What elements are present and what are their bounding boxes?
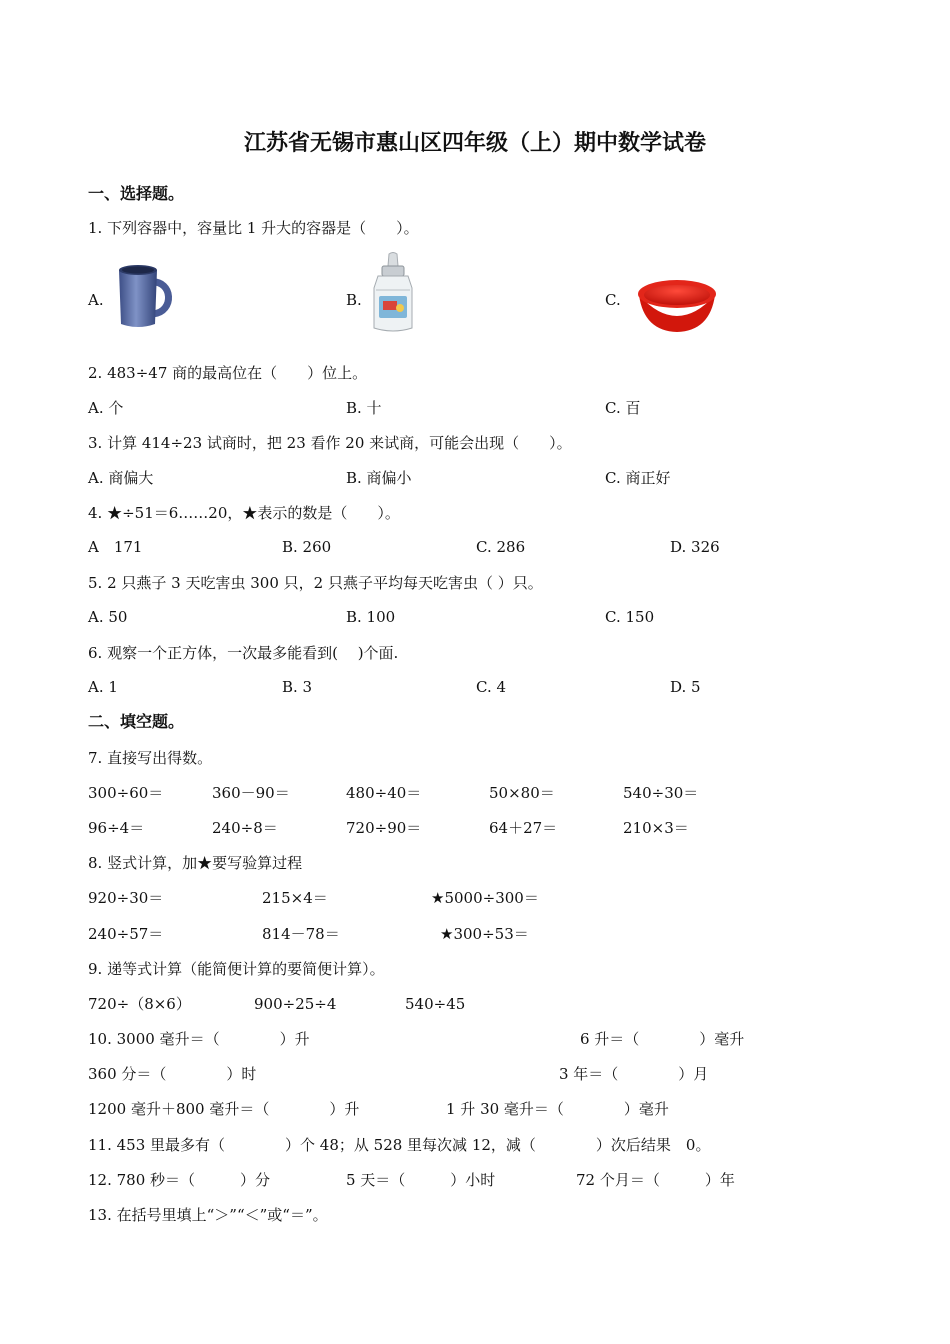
section-heading-choice: 一、选择题。: [88, 184, 185, 203]
q3-option-b: B. 商偏小: [346, 469, 412, 487]
section-heading-fill: 二、填空题。: [88, 712, 185, 731]
q7-item: 50×80＝: [489, 784, 555, 802]
page-title: 江苏省无锡市惠山区四年级（上）期中数学试卷: [243, 130, 706, 156]
q8-item: 215×4＝: [262, 889, 328, 907]
q5-option-c: C. 150: [605, 608, 655, 626]
q4-option-c: C. 286: [476, 538, 526, 556]
question-10-d: 3 年＝（ ）月: [559, 1065, 709, 1083]
q7-item: 96÷4＝: [88, 819, 145, 837]
q9-item: 900÷25÷4: [254, 995, 337, 1013]
q7-item: 240÷8＝: [212, 819, 278, 837]
q7-item: 300÷60＝: [88, 784, 164, 802]
q6-option-d: D. 5: [670, 678, 701, 696]
question-9: 9. 递等式计算（能简便计算的要简便计算）。: [88, 960, 385, 978]
q1-option-b-label: B.: [346, 291, 362, 309]
question-10-b: 6 升＝（ ）毫升: [580, 1030, 745, 1048]
q2-option-a: A. 个: [88, 399, 124, 417]
q7-item: 540÷30＝: [623, 784, 699, 802]
q7-item: 64＋27＝: [489, 819, 558, 837]
q8-item: 920÷30＝: [88, 889, 164, 907]
q8-item: 240÷57＝: [88, 925, 164, 943]
question-12-a: 12. 780 秒＝（ ）分: [88, 1171, 271, 1189]
question-10-a: 10. 3000 毫升＝（ ）升: [88, 1030, 310, 1048]
q5-option-a: A. 50: [88, 608, 128, 626]
q6-option-b: B. 3: [282, 678, 313, 696]
q1-option-c-label: C.: [605, 291, 621, 309]
q5-option-b: B. 100: [346, 608, 396, 626]
baby-bottle-icon: [370, 252, 416, 334]
question-12-b: 5 天＝（ ）小时: [346, 1171, 496, 1189]
q8-item: 814－78＝: [262, 925, 340, 943]
q6-option-a: A. 1: [88, 678, 118, 696]
question-4: 4. ★÷51＝6……20，★表示的数是（ ）。: [88, 504, 400, 522]
question-10-e: 1200 毫升＋800 毫升＝（ ）升: [88, 1100, 360, 1118]
question-5: 5. 2 只燕子 3 天吃害虫 300 只，2 只燕子平均每天吃害虫（ ）只。: [88, 574, 543, 592]
question-8: 8. 竖式计算，加★要写验算过程: [88, 854, 303, 872]
q3-option-c: C. 商正好: [605, 469, 671, 487]
question-3: 3. 计算 414÷23 试商时，把 23 看作 20 来试商，可能会出现（ ）。: [88, 434, 572, 452]
q2-option-c: C. 百: [605, 399, 641, 417]
q6-option-c: C. 4: [476, 678, 507, 696]
q7-item: 720÷90＝: [346, 819, 422, 837]
question-1: 1. 下列容器中，容量比 1 升大的容器是（ ）。: [88, 219, 419, 237]
mug-icon: [115, 264, 177, 330]
question-10-c: 360 分＝（ ）时: [88, 1065, 257, 1083]
q1-option-a-label: A.: [88, 291, 104, 309]
red-basin-icon: [636, 277, 718, 333]
question-12-c: 72 个月＝（ ）年: [576, 1171, 735, 1189]
q4-option-b: B. 260: [282, 538, 332, 556]
question-11: 11. 453 里最多有（ ）个 48；从 528 里每次减 12，减（ ）次后结果 0。: [88, 1136, 711, 1154]
question-7: 7. 直接写出得数。: [88, 749, 213, 767]
q2-option-b: B. 十: [346, 399, 382, 417]
q7-item: 210×3＝: [623, 819, 689, 837]
question-10-f: 1 升 30 毫升＝（ ）毫升: [446, 1100, 669, 1118]
question-6: 6. 观察一个正方体，一次最多能看到( )个面.: [88, 644, 399, 662]
question-2: 2. 483÷47 商的最高位在（ ）位上。: [88, 364, 368, 382]
q7-item: 480÷40＝: [346, 784, 422, 802]
q3-option-a: A. 商偏大: [88, 469, 154, 487]
q8-item: ★5000÷300＝: [431, 889, 539, 907]
q4-option-a: A 171: [88, 538, 143, 556]
q4-option-d: D. 326: [670, 538, 720, 556]
q7-item: 360－90＝: [212, 784, 290, 802]
question-13: 13. 在括号里填上“＞”“＜”或“＝”。: [88, 1206, 328, 1224]
q8-item: ★300÷53＝: [440, 925, 529, 943]
q9-item: 720÷（8×6）: [88, 995, 191, 1013]
q9-item: 540÷45: [405, 995, 466, 1013]
